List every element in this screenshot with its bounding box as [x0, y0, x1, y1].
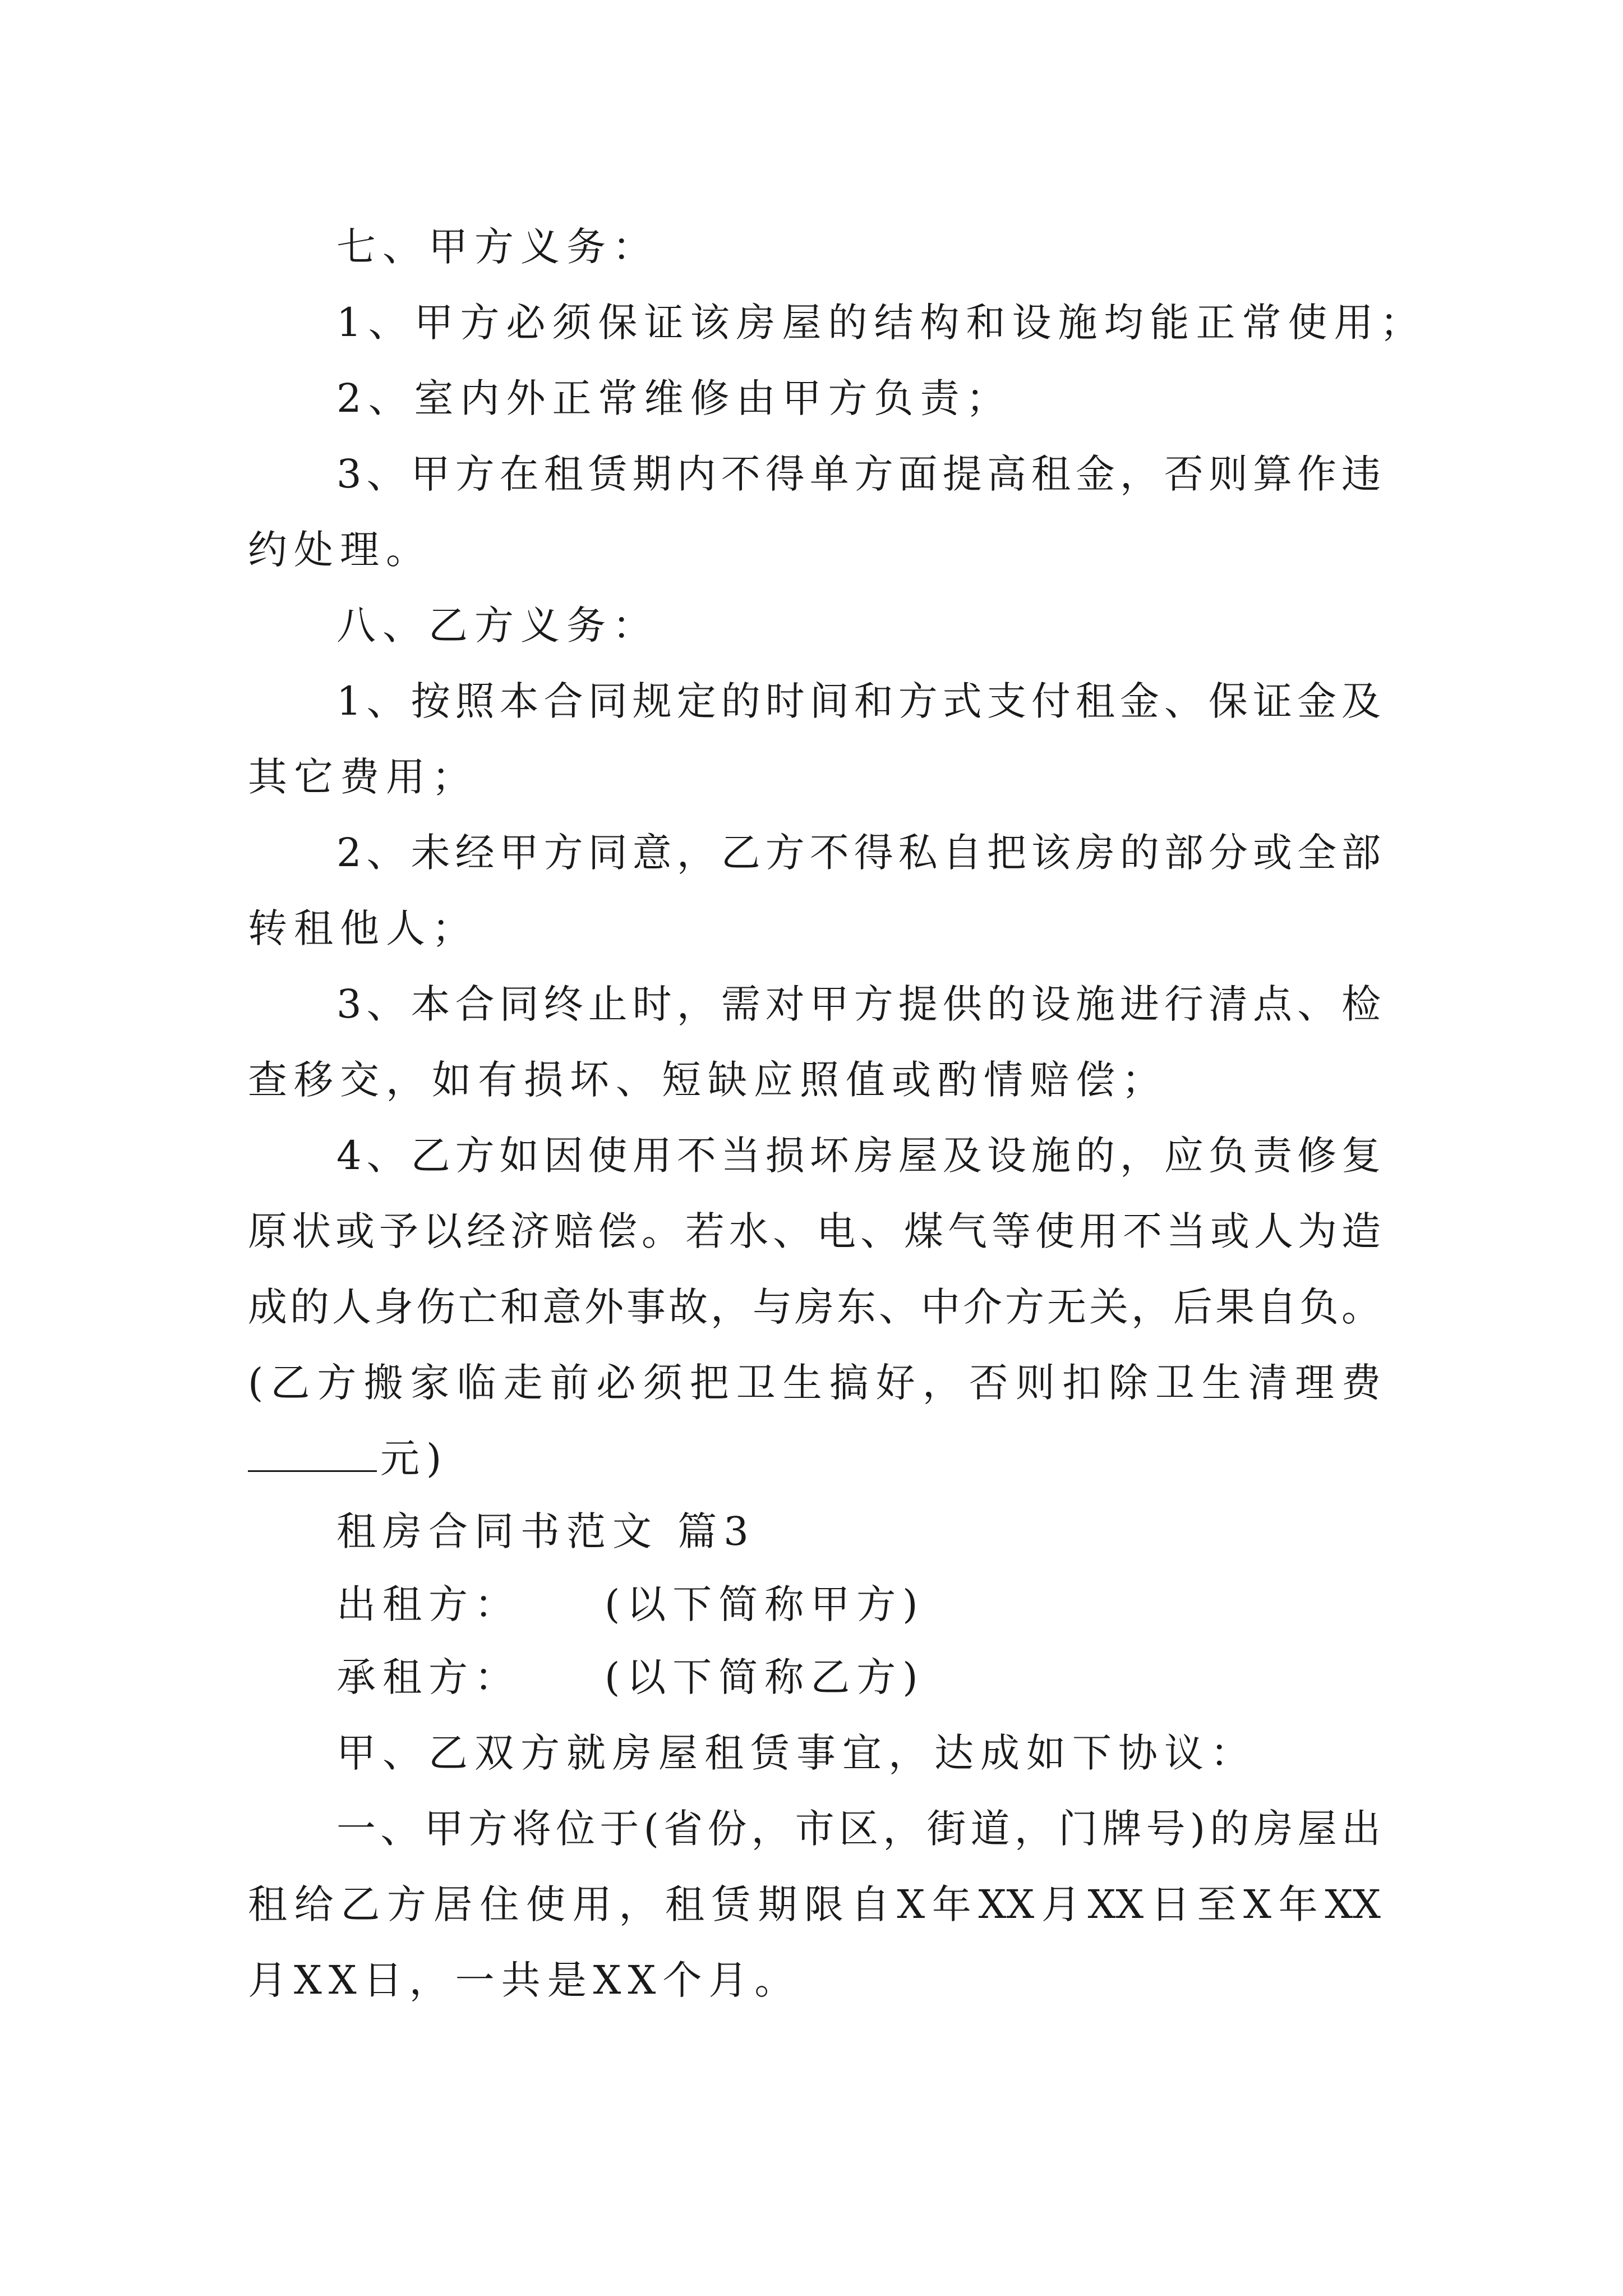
paragraph-line: 2、未经甲方同意，乙方不得私自把该房的部分或全部: [336, 830, 1381, 876]
lessor-note: (以下简称甲方): [605, 1581, 925, 1627]
paragraph-line: 查移交，如有损坏、短缺应照值或酌情赔偿；: [248, 1057, 1168, 1103]
paragraph-line: 月XX日，一共是XX个月。: [248, 1957, 801, 2003]
paragraph-line: 约处理。: [248, 527, 432, 573]
section-heading-party-b-obligations: 八、乙方义务：: [336, 602, 658, 648]
paragraph-line: 1、甲方必须保证该房屋的结构和设施均能正常使用；: [336, 300, 1426, 346]
section-heading-party-a-obligations: 七、甲方义务：: [336, 224, 658, 270]
paragraph-line: 一、甲方将位于(省份，市区，街道，门牌号)的房屋出: [336, 1806, 1381, 1852]
paragraph-line: 4、乙方如因使用不当损坏房屋及设施的，应负责修复: [336, 1133, 1381, 1179]
lessor-label: 出租方：: [336, 1581, 520, 1627]
paragraph-line: 2、室内外正常维修由甲方负责；: [336, 375, 1012, 421]
paragraph-line: 3、本合同终止时，需对甲方提供的设施进行清点、检: [336, 981, 1381, 1027]
paragraph-line: 转租他人；: [248, 905, 478, 951]
lessee-line: [336, 1649, 925, 1705]
paragraph-line-with-blank: [248, 1430, 448, 1487]
paragraph-line: 成的人身伤亡和意外事故，与房东、中介方无关，后果自负。: [248, 1284, 1381, 1330]
paragraph-line: 原状或予以经济赔偿。若水、电、煤气等使用不当或人为造: [248, 1208, 1381, 1254]
blank-suffix-text: 元): [380, 1435, 449, 1481]
article-title: 租房合同书范文 篇3: [336, 1508, 755, 1554]
paragraph-line: 3、甲方在租赁期内不得单方面提高租金，否则算作违: [336, 451, 1381, 497]
lessee-note: (以下简称乙方): [605, 1654, 925, 1700]
lessee-label: 承租方：: [336, 1654, 520, 1700]
paragraph-line: 1、按照本合同规定的时间和方式支付租金、保证金及: [336, 678, 1381, 724]
paragraph-line: (乙方搬家临走前必须把卫生搞好，否则扣除卫生清理费: [248, 1360, 1381, 1406]
lessor-line: [336, 1576, 925, 1632]
paragraph-line: 租给乙方居住使用，租赁期限自X年XX月XX日至X年XX: [248, 1881, 1381, 1927]
paragraph-line: 其它费用；: [248, 754, 478, 800]
paragraph-line: 甲、乙双方就房屋租赁事宜，达成如下协议：: [336, 1730, 1256, 1776]
fill-in-blank: [248, 1431, 377, 1472]
